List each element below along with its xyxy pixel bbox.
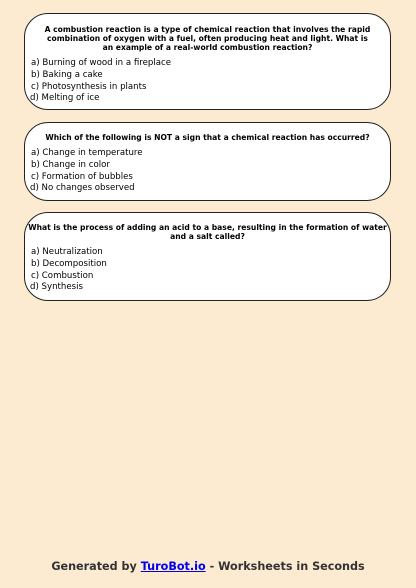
question-card (24, 13, 391, 110)
footer-suffix: - Worksheets in Seconds (209, 560, 365, 573)
option-item: c) Combustion (31, 270, 94, 281)
option-item: b) Baking a cake (31, 69, 103, 80)
option-item: d) No changes observed (30, 183, 135, 194)
option-item: a) Neutralization (31, 247, 103, 257)
question-card (24, 212, 391, 301)
footer-prefix: Generated by (51, 560, 137, 573)
question-text: A combustion reaction is a type of chemical reaction that involves the rapid combination of oxygen with a fuel, often producing heat and light. What is an example of a real-world combustion reaction? (44, 25, 371, 52)
option-item: a) Change in temperature (31, 148, 143, 158)
option-item: b) Decomposition (31, 258, 107, 269)
option-item: d) Melting of ice (30, 93, 100, 104)
option-list (31, 247, 390, 294)
footer (0, 559, 416, 575)
option-item: b) Change in color (31, 159, 110, 170)
turobot-link[interactable]: TuroBot.io (140, 560, 206, 573)
question-text: Which of the following is NOT a sign that a chemical reaction has occurred? (45, 133, 370, 142)
option-item: c) Formation of bubbles (31, 171, 133, 182)
question-card (24, 122, 391, 201)
question-text: What is the process of adding an acid to a base, resulting in the formation of water and a salt called? (28, 223, 387, 241)
option-list (31, 58, 390, 105)
option-item: d) Synthesis (30, 282, 83, 293)
option-item: a) Burning of wood in a fireplace (31, 58, 172, 68)
option-list (31, 148, 390, 195)
option-item: c) Photosynthesis in plants (31, 81, 147, 92)
